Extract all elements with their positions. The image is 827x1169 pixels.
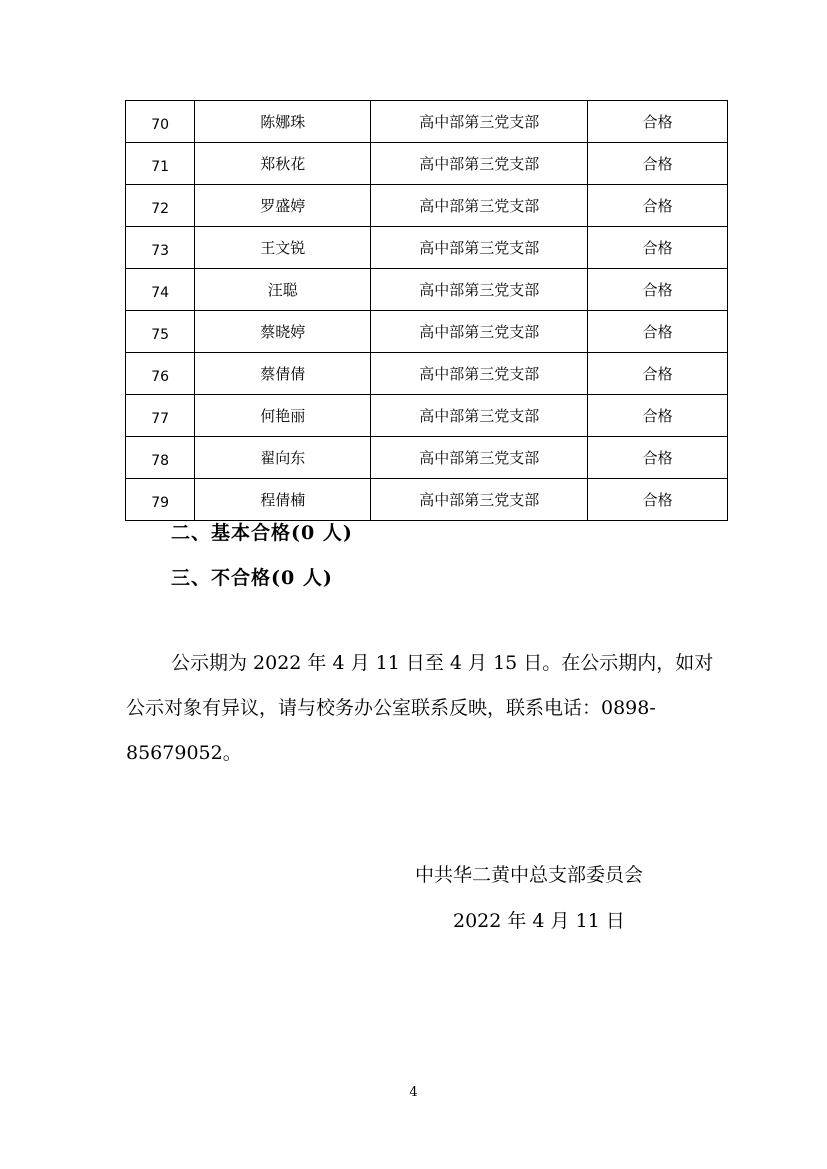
table-row bbox=[126, 227, 728, 269]
issue-date: 2022 年 4 月 11 日 bbox=[453, 910, 625, 932]
results-table bbox=[125, 100, 728, 521]
row-number-cell: 76 bbox=[126, 353, 195, 395]
row-number-cell: 73 bbox=[126, 227, 195, 269]
member-name-cell: 蔡晓婷 bbox=[195, 311, 371, 353]
party-branch-cell: 高中部第三党支部 bbox=[371, 185, 588, 227]
page-number: 4 bbox=[409, 1085, 418, 1100]
evaluation-result-cell: 合格 bbox=[588, 311, 728, 353]
table-row bbox=[126, 311, 728, 353]
evaluation-result-cell: 合格 bbox=[588, 185, 728, 227]
section-heading-fail: 三、不合格(0 人) bbox=[171, 567, 333, 589]
member-name-cell: 何艳丽 bbox=[195, 395, 371, 437]
evaluation-result-cell: 合格 bbox=[588, 143, 728, 185]
party-branch-cell: 高中部第三党支部 bbox=[371, 269, 588, 311]
evaluation-result-cell: 合格 bbox=[588, 269, 728, 311]
member-name-cell: 程倩楠 bbox=[195, 479, 371, 521]
row-number-cell: 72 bbox=[126, 185, 195, 227]
party-branch-cell: 高中部第三党支部 bbox=[371, 395, 588, 437]
notice-paragraph bbox=[126, 641, 726, 776]
notice-text: 公示期为 2022 年 4 月 11 日至 4 月 15 日。在公示期内，如对公示对象有异议，请与校务办公室联系反映，联系电话：0898-85679052。 bbox=[126, 652, 714, 764]
evaluation-result-cell: 合格 bbox=[588, 101, 728, 143]
row-number-cell: 75 bbox=[126, 311, 195, 353]
member-name-cell: 王文锐 bbox=[195, 227, 371, 269]
row-number-cell: 79 bbox=[126, 479, 195, 521]
member-name-cell: 汪聪 bbox=[195, 269, 371, 311]
issuing-organization: 中共华二黄中总支部委员会 bbox=[415, 864, 644, 886]
table-row bbox=[126, 437, 728, 479]
row-number-cell: 71 bbox=[126, 143, 195, 185]
table-row bbox=[126, 143, 728, 185]
member-name-cell: 蔡倩倩 bbox=[195, 353, 371, 395]
row-number-cell: 78 bbox=[126, 437, 195, 479]
table-row bbox=[126, 395, 728, 437]
table-row bbox=[126, 101, 728, 143]
party-branch-cell: 高中部第三党支部 bbox=[371, 437, 588, 479]
member-name-cell: 翟向东 bbox=[195, 437, 371, 479]
member-name-cell: 罗盛婷 bbox=[195, 185, 371, 227]
member-name-cell: 郑秋花 bbox=[195, 143, 371, 185]
party-branch-cell: 高中部第三党支部 bbox=[371, 353, 588, 395]
party-branch-cell: 高中部第三党支部 bbox=[371, 143, 588, 185]
results-table-body bbox=[126, 101, 728, 521]
table-row bbox=[126, 479, 728, 521]
evaluation-result-cell: 合格 bbox=[588, 479, 728, 521]
evaluation-result-cell: 合格 bbox=[588, 353, 728, 395]
table-row bbox=[126, 269, 728, 311]
table-row bbox=[126, 185, 728, 227]
row-number-cell: 77 bbox=[126, 395, 195, 437]
table-row bbox=[126, 353, 728, 395]
member-name-cell: 陈娜珠 bbox=[195, 101, 371, 143]
evaluation-result-cell: 合格 bbox=[588, 395, 728, 437]
evaluation-result-cell: 合格 bbox=[588, 227, 728, 269]
party-branch-cell: 高中部第三党支部 bbox=[371, 479, 588, 521]
section-heading-basic-pass: 二、基本合格(0 人) bbox=[171, 522, 353, 544]
evaluation-result-cell: 合格 bbox=[588, 437, 728, 479]
party-branch-cell: 高中部第三党支部 bbox=[371, 101, 588, 143]
party-branch-cell: 高中部第三党支部 bbox=[371, 227, 588, 269]
row-number-cell: 70 bbox=[126, 101, 195, 143]
row-number-cell: 74 bbox=[126, 269, 195, 311]
party-branch-cell: 高中部第三党支部 bbox=[371, 311, 588, 353]
